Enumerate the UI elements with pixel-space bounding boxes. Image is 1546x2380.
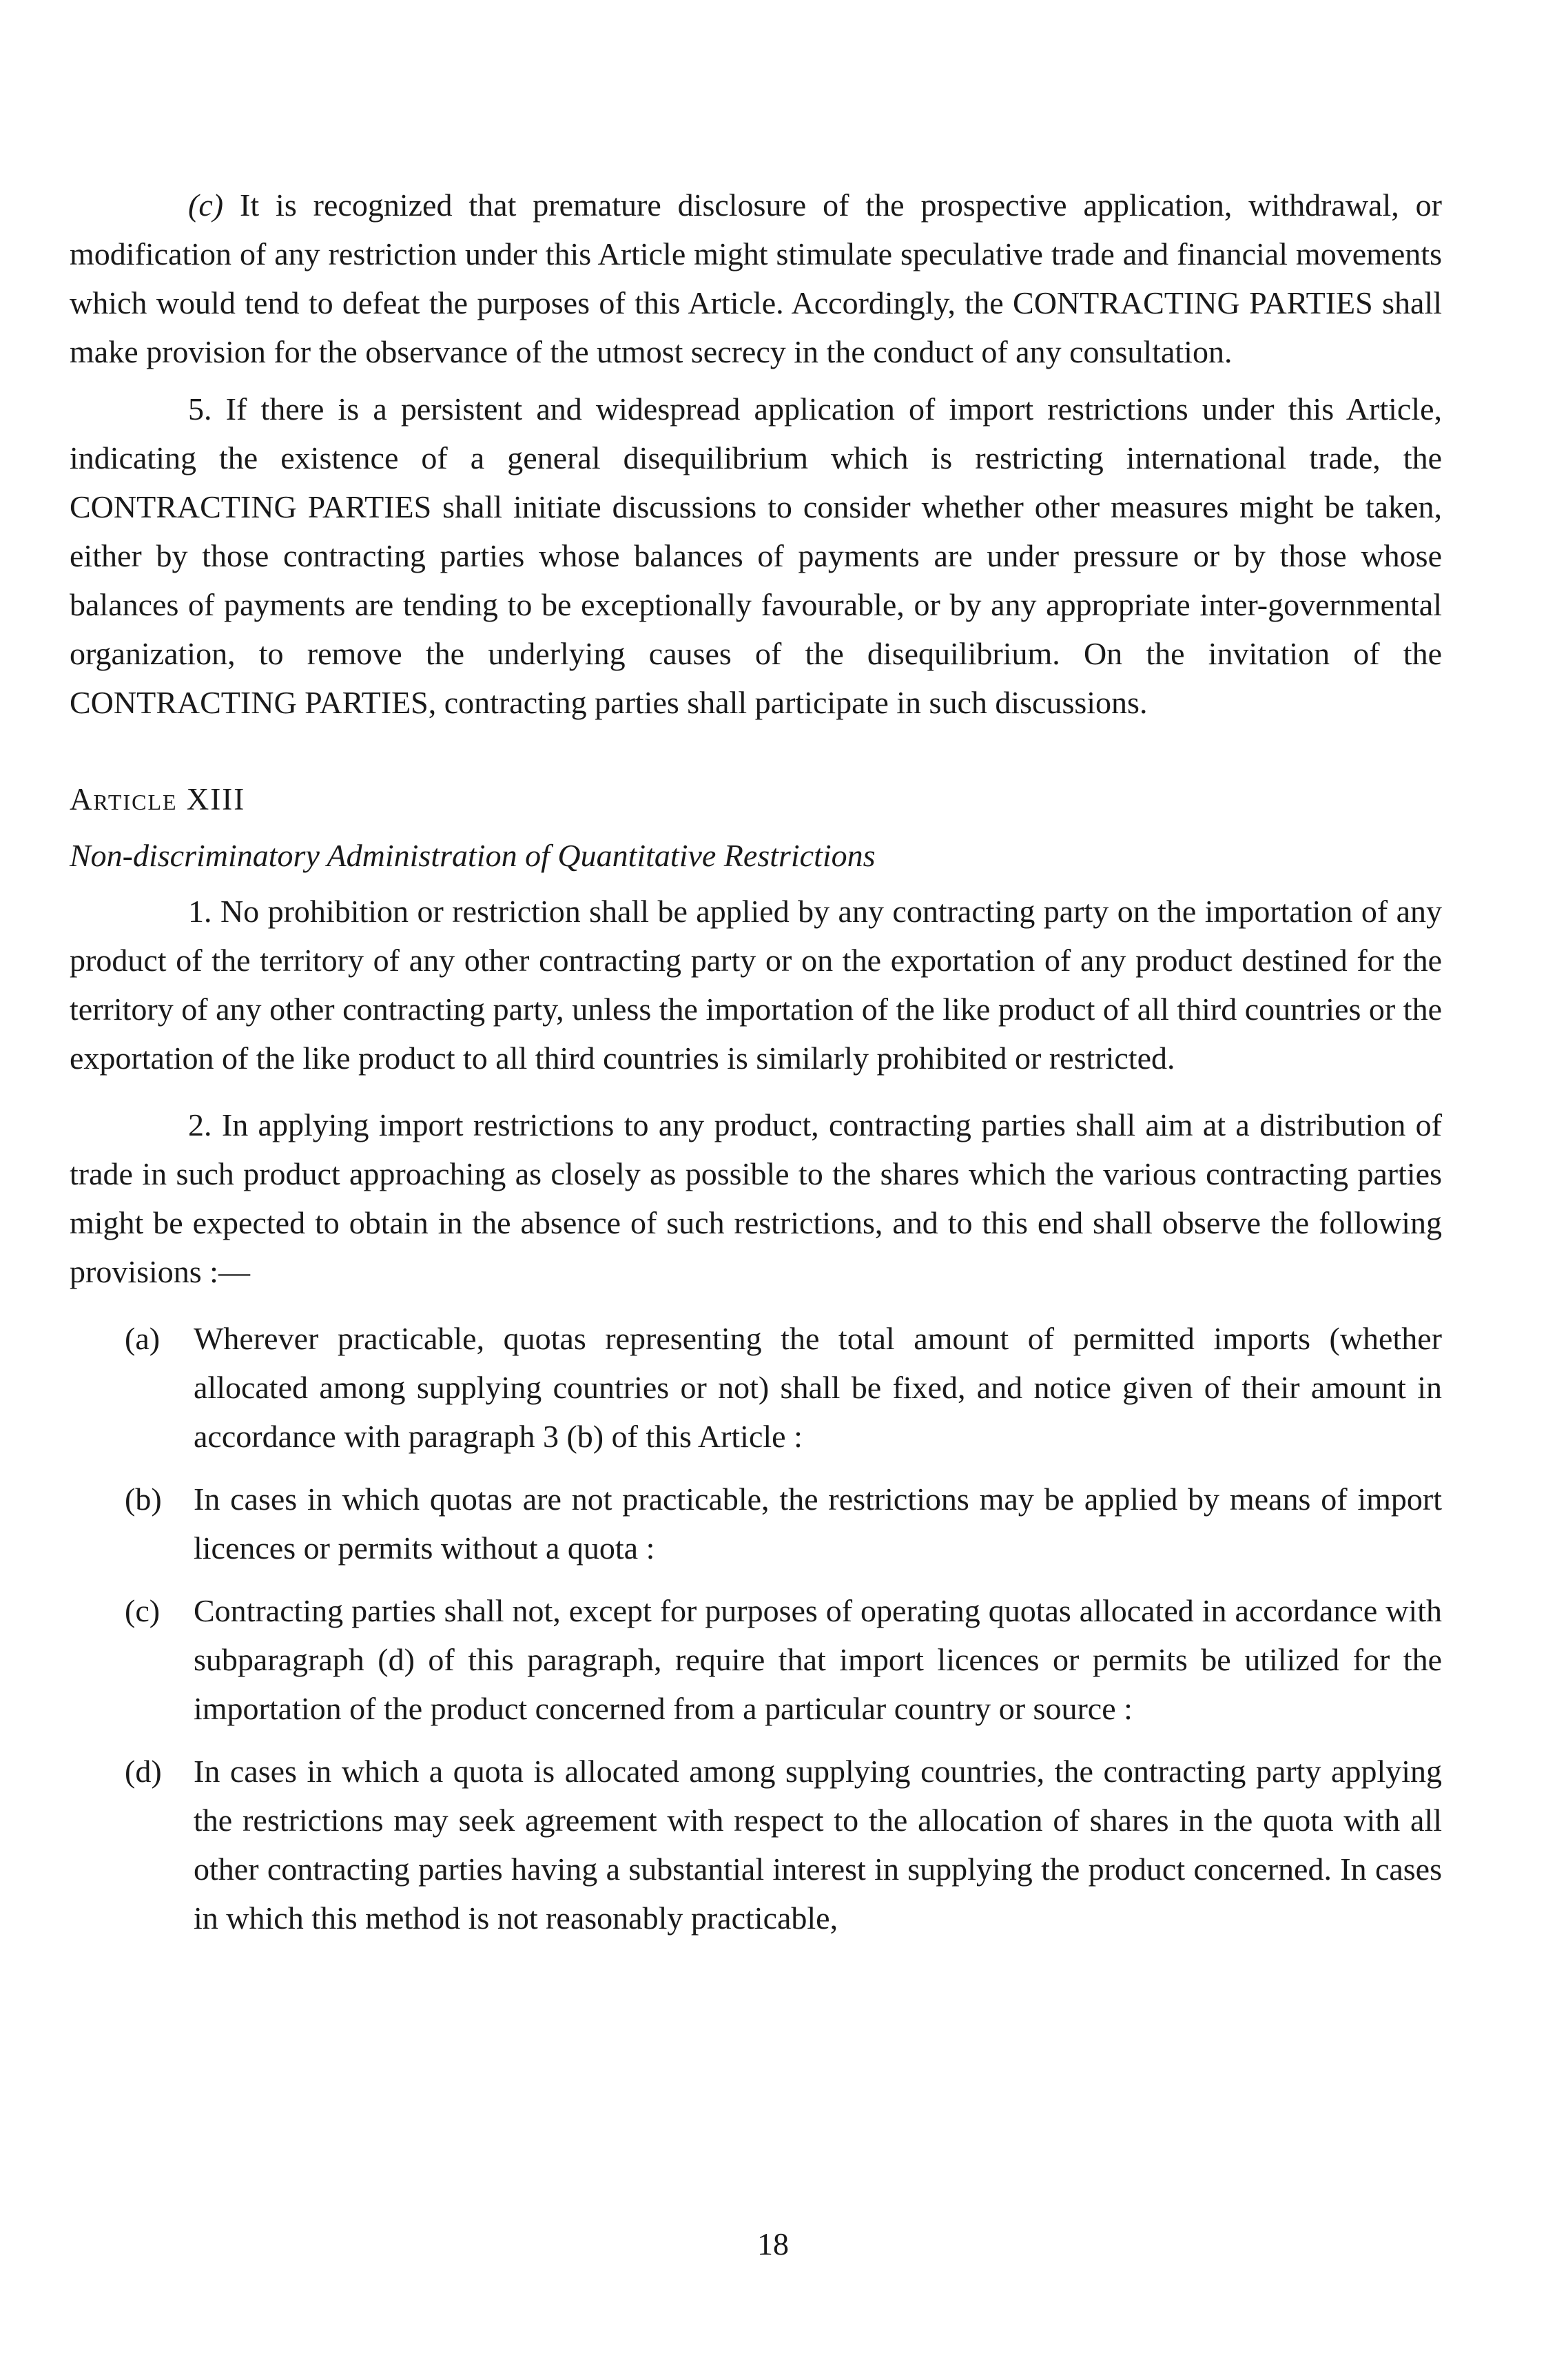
paragraph-1-text: No prohibition or restriction shall be applied by any contracting party on the importation of any product of the territory of any other contracting party or on the exportation of any product destined for the territory of any other contracting party, unless the importation of the like product of all third countries or the exportation of the like product to all third countries is similarly prohibited or restricted. — [70, 894, 1442, 1076]
subparagraph-a-text: Wherever practicable, quotas representing the total amount of permitted imports (whether allocated among supplying countries or not) shall be fixed, and notice given of their amount in accordance with paragraph 3 (b) of this Article : — [194, 1321, 1442, 1454]
subparagraph-a — [70, 1314, 1442, 1461]
subparagraph-c-label: (c) — [125, 1593, 161, 1628]
paragraph-5-text: If there is a persistent and widespread application of import restrictions under this Article, indicating the existence of a general disequilibrium which is restricting international trade, the CONTRACTING PARTIES shall initiate discussions to consider whether other measures might be taken, either by those contracting parties whose balances of payments are under pressure or by those whose balances of payments are tending to be exceptionally favourable, or by any appropriate inter-governmental organization, to remove the underlying causes of the disequilibrium. On the invitation of the CONTRACTING PARTIES, contracting parties shall participate in such discussions. — [70, 391, 1443, 720]
paragraph-2-label: 2. — [188, 1107, 212, 1142]
page-text — [70, 181, 1442, 1942]
subparagraph-b-label: (b) — [125, 1481, 162, 1517]
subparagraph-c — [70, 1586, 1442, 1733]
page-number: 18 — [757, 2226, 789, 2261]
subparagraph-b — [70, 1475, 1442, 1572]
paragraph-2-text: In applying import restrictions to any product, contracting parties shall aim at a distribution of trade in such product approaching as closely as possible to the shares which the various contracting parties might be expected to obtain in the absence of such restrictions, and to this end shall observe the following provisions :— — [70, 1107, 1443, 1289]
subparagraph-b-text: In cases in which quotas are not practicable, the restrictions may be applied by means of import licences or permits without a quota : — [194, 1481, 1442, 1566]
subparagraph-d-label: (d) — [125, 1754, 162, 1789]
subparagraph-d — [70, 1747, 1442, 1942]
paragraph-1-label: 1. — [188, 894, 212, 929]
paragraph-5 — [70, 384, 1442, 727]
article-subtitle: Non-discriminatory Administration of Quantitative Restrictions — [70, 838, 876, 873]
subparagraph-a-label: (a) — [125, 1321, 161, 1356]
paragraph-c-label: (c) — [188, 187, 224, 223]
article-heading: Article XIII — [70, 782, 246, 817]
paragraph-1 — [70, 887, 1442, 1083]
paragraph-c — [70, 181, 1442, 376]
paragraph-5-label: 5. — [188, 391, 212, 427]
paragraph-2 — [70, 1100, 1442, 1296]
paragraph-c-text: It is recognized that premature disclosure of the prospective application, withdrawal, or modification of any restriction under this Article might stimulate speculative trade and financial movements which would tend to defeat the purposes of this Article. Accordingly, the CONTRACTING PARTIES shall make provision for the observance of the utmost secrecy in the conduct of any consultation. — [70, 187, 1443, 369]
subparagraph-c-text: Contracting parties shall not, except for purposes of operating quotas allocated in accordance with subparagraph (d) of this paragraph, require that import licences or permits be utilized for the importation of the product concerned from a particular country or source : — [194, 1593, 1442, 1726]
subparagraph-d-text: In cases in which a quota is allocated among supplying countries, the contracting party applying the restrictions may seek agreement with respect to the allocation of shares in the quota with all other contracting parties having a substantial interest in supplying the product concerned. In cases in which this method is not reasonably practicable, — [194, 1754, 1442, 1936]
